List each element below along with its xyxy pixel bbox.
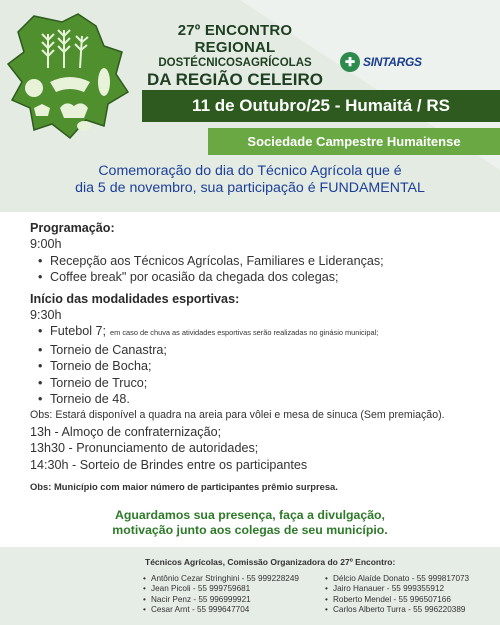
event-title-line2: DOSTÉCNICOSAGRÍCOLAS: [158, 57, 312, 69]
region-map-illustration: [4, 12, 136, 144]
schedule-item: 14:30h - Sorteio de Brindes entre os participantes: [30, 457, 308, 472]
list-item: • Carlos Alberto Turra - 55 996220389: [325, 605, 469, 615]
commemoration-line2: dia 5 de novembro, sua participação é FUNDAMENTAL: [75, 180, 425, 196]
program-content: [30, 220, 490, 496]
event-venue-banner: Sociedade Campestre Humaitense: [208, 128, 500, 155]
list-item: • Recepção aos Técnicos Agrícolas, Familiares e Lideranças;: [38, 253, 490, 269]
corn-icon: [98, 68, 110, 96]
list-item: • Délcio Alaíde Donato - 55 999817073: [325, 574, 469, 584]
list-item: • Coffee break" por ocasião da chegada dos colegas;: [38, 269, 490, 285]
list-item: • Torneio de 48.: [38, 391, 490, 407]
event-date-banner: 11 de Outubro/25 - Humaitá / RS: [142, 90, 500, 122]
list-item: • Torneio de Truco;: [38, 375, 490, 391]
list-item: • Cesar Arnt - 55 999647704: [143, 605, 299, 615]
list-item: [38, 323, 490, 341]
list-item: • Torneio de Canastra;: [38, 342, 490, 358]
organizers-footer: [0, 547, 500, 625]
list-item: • Torneio de Bocha;: [38, 358, 490, 374]
closing-message: [0, 508, 500, 538]
event-title-line1: ENCONTRO REGIONAL: [194, 22, 293, 56]
programacao-list: [30, 253, 490, 286]
closing-line1: Aguardamos sua presença, faça a divulgação,: [115, 508, 385, 522]
prize-note: Obs: Município com maior número de participantes prêmio surpresa.: [30, 481, 338, 493]
esportes-list: [30, 323, 490, 407]
organizers-list-left: [143, 574, 299, 615]
esportes-time: 9:30h: [30, 308, 62, 323]
programacao-time: 9:00h: [30, 237, 62, 252]
futebol-label: Futebol 7;: [50, 324, 107, 339]
esportes-title: Início das modalidades esportivas:: [30, 291, 240, 306]
commemoration-text: [0, 163, 500, 197]
commemoration-line1: Comemoração do dia do Técnico Agrícola que é: [98, 163, 402, 179]
pig-icon: [77, 121, 91, 131]
list-item: • Antônio Cezar Stringhini - 55 999228249: [143, 574, 299, 584]
organizers-title: Técnicos Agrícolas, Comissão Organizadora do 27º Encontro:: [145, 557, 396, 567]
list-item: • Jean Picoli - 55 999759681: [143, 584, 299, 594]
organizers-list-right: [325, 574, 469, 615]
sintargs-logo-text: SINTARGS: [363, 55, 422, 69]
list-item: • Jairo Hanauer - 55 999355912: [325, 584, 469, 594]
list-item: • Nacir Penz - 55 996999921: [143, 595, 299, 605]
list-item: • Roberto Mendel - 55 996507166: [325, 595, 469, 605]
schedule-item: 13h - Almoço de confraternização;: [30, 424, 222, 439]
sintargs-logo: [340, 49, 436, 75]
sintargs-logo-icon: ✚: [340, 52, 360, 72]
schedule-item: 13h30 - Pronunciamento de autoridades;: [30, 441, 259, 456]
event-title-line3: DA REGIÃO CELEIRO: [147, 70, 323, 89]
header-section: [0, 0, 500, 212]
event-title: [140, 22, 330, 90]
programacao-title: Programação:: [30, 221, 115, 235]
closing-line2: motivação junto aos colegas de seu município.: [112, 523, 388, 537]
futebol-note: em caso de chuva as atividades esportivas serão realizadas no ginásio municipal;: [110, 328, 379, 338]
esportes-obs: Obs: Estará disponível a quadra na areia para vôlei e mesa de sinuca (Sem premiação).: [30, 409, 445, 422]
coffee-icon: [25, 79, 43, 97]
event-ordinal: 27º: [177, 22, 201, 39]
